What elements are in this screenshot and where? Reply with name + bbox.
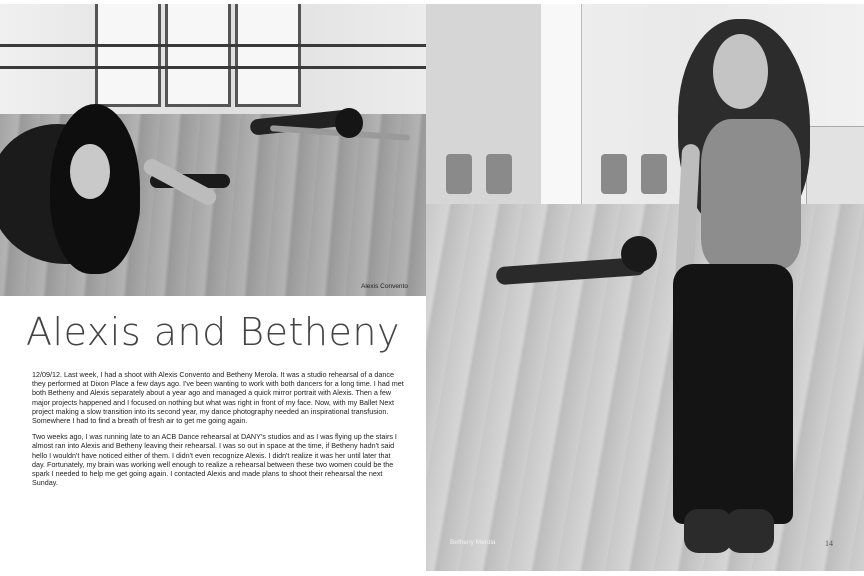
chair xyxy=(486,154,512,194)
dancer-head xyxy=(621,236,657,272)
dancer-pants xyxy=(673,264,793,524)
chair xyxy=(601,154,627,194)
chair xyxy=(446,154,472,194)
dancer-head xyxy=(335,108,363,138)
right-page xyxy=(426,0,864,576)
studio-mirror xyxy=(426,4,543,219)
chair xyxy=(641,154,667,194)
page-number: 14 xyxy=(825,539,833,548)
dancer-foot xyxy=(726,509,774,553)
dancer-foot xyxy=(684,509,732,553)
studio-window xyxy=(95,4,161,107)
rehearsal-photo-alexis xyxy=(0,4,426,296)
article-title: Alexis and Betheny xyxy=(26,310,400,354)
rehearsal-photo-betheny xyxy=(426,4,864,571)
paragraph: 12/09/12. Last week, I had a shoot with Alexis Convento and Betheny Merola. It was a studio rehearsal of a dance they performed at Dixon Place a few days ago. I've been wanting to work with both dancers for a long time. I had met both Betheny and Alexis separately about a year ago and managed a quick mirror portrait with Alexis. Then a few major projects happened and I focused on nothing but what was right in front of my face. Now, with my Ballet Next project making a slow transition into its second year, my dance photography needed an inspirational transfusion. Somewhere I had to find a breath of fresh air to get me going again. xyxy=(32,370,404,426)
article-body xyxy=(32,370,404,494)
photo-caption: Betheny Merola xyxy=(450,539,496,546)
paragraph: Two weeks ago, I was running late to an ACB Dance rehearsal at DANY's studios and as I was flying up the stairs I almost ran into Alexis and Betheny leaving their rehearsal. I was so out in space at the time, if Betheny hadn't said hello I wouldn't have noticed either of them. I didn't even recognize Alexis. I didn't realize it was her until later that day. Fortunately, my brain was working well enough to realize a rehearsal between these two women could be the spark I needed to help me get going again. I contacted Alexis and made plans to shoot their rehearsal the next Sunday. xyxy=(32,432,397,488)
photo-caption: Alexis Convento xyxy=(361,283,408,290)
ballet-barre xyxy=(0,44,426,47)
studio-window xyxy=(165,4,231,107)
studio-window xyxy=(235,4,301,107)
dancer-top xyxy=(701,119,801,269)
studio-door xyxy=(541,4,582,204)
left-page xyxy=(0,0,426,576)
dancer-face xyxy=(70,144,110,199)
dancer-face xyxy=(713,34,768,109)
ballet-barre xyxy=(0,66,426,69)
